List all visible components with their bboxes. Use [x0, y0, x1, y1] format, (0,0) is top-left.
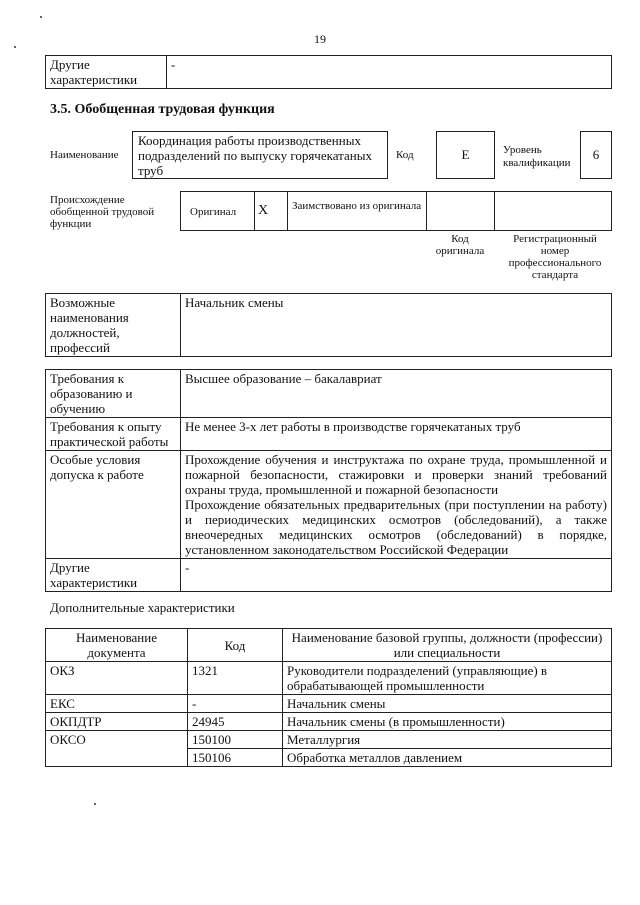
origin-divider: [287, 191, 288, 231]
table-row: [46, 731, 612, 749]
registration-number-label: Регистрационный номер профессионального стандарта: [508, 233, 602, 281]
document-cell: ОКСО: [46, 731, 188, 767]
qualification-level-label: Уровень квалификации: [503, 144, 571, 169]
education-value: Высшее образование – бакалавриат: [181, 370, 612, 418]
code-original-label: Код оригинала: [435, 233, 485, 257]
experience-label: Требования к опыту практической работы: [46, 418, 181, 451]
additional-characteristics-heading: Дополнительные характеристики: [50, 600, 235, 615]
education-label: Требования к образованию и обучению: [46, 370, 181, 418]
group-name-cell: Руководители подразделений (управляющие) в обрабатывающей промышленности: [283, 662, 612, 695]
section-heading: 3.5. Обобщенная трудовая функция: [50, 102, 275, 117]
original-mark: X: [258, 203, 269, 218]
code-cell: 150106: [188, 749, 283, 767]
name-label: Наименование: [50, 149, 119, 161]
borrowed-label: Заимствовано из оригинала: [292, 200, 422, 212]
column-header-code: Код: [188, 629, 283, 662]
document-cell: ЕКС: [46, 695, 188, 713]
qualification-level-value: 6: [580, 131, 612, 179]
group-name-cell: Металлургия: [283, 731, 612, 749]
special-conditions-medical: Прохождение обязательных предварительных (при поступлении на работу) и периодических медицинских осмотров (обследований), а также внеочередных медицинских осмотров (обследований) в порядке, установленном законодательством Российской Федерации: [185, 497, 607, 557]
origin-divider: [494, 191, 495, 231]
table-row: [46, 713, 612, 731]
other-characteristics-label: Другие характеристики: [46, 56, 167, 89]
experience-value: Не менее 3-х лет работы в производстве горячекатаных труб: [181, 418, 612, 451]
scan-speck: [40, 16, 42, 18]
code-label: Код: [396, 149, 414, 161]
special-conditions-label: Особые условия допуска к работе: [46, 451, 181, 559]
code-cell: 1321: [188, 662, 283, 695]
other-characteristics-value: -: [167, 56, 612, 89]
group-name-cell: Начальник смены: [283, 695, 612, 713]
table-row: [46, 695, 612, 713]
other-characteristics-value: -: [181, 559, 612, 592]
special-conditions-cell: [181, 451, 612, 559]
code-cell: 24945: [188, 713, 283, 731]
document-cell: ОКЗ: [46, 662, 188, 695]
origin-label: Происхождение обобщенной трудовой функции: [50, 194, 155, 230]
special-conditions-training: Прохождение обучения и инструктажа по охране труда, промышленной и пожарной безопасности, стажировки и проверки знаний требований охраны труда, промышленной и пожарной безопасности: [185, 452, 607, 497]
other-characteristics-label: Другие характеристики: [46, 559, 181, 592]
requirements-table: [45, 369, 612, 592]
original-label: Оригинал: [190, 206, 237, 218]
other-characteristics-top-table: [45, 55, 612, 89]
code-cell: 150100: [188, 731, 283, 749]
page-number: 19: [314, 32, 326, 46]
column-header-document: Наименование документа: [46, 629, 188, 662]
additional-characteristics-table: [45, 628, 612, 767]
function-name-value: Координация работы производственных подразделений по выпуску горячекатаных труб: [132, 131, 388, 179]
possible-positions-label: Возможные наименования должностей, профессий: [46, 294, 181, 357]
table-row: [46, 662, 612, 695]
group-name-cell: Начальник смены (в промышленности): [283, 713, 612, 731]
column-header-group-name: Наименование базовой группы, должности (профессии) или специальности: [283, 629, 612, 662]
scan-speck: [94, 803, 96, 805]
group-name-cell: Обработка металлов давлением: [283, 749, 612, 767]
document-cell: ОКПДТР: [46, 713, 188, 731]
possible-positions-value: Начальник смены: [181, 294, 612, 357]
origin-divider: [426, 191, 427, 231]
code-value: Е: [436, 131, 495, 179]
code-cell: -: [188, 695, 283, 713]
possible-positions-table: [45, 293, 612, 357]
origin-divider: [254, 191, 255, 231]
